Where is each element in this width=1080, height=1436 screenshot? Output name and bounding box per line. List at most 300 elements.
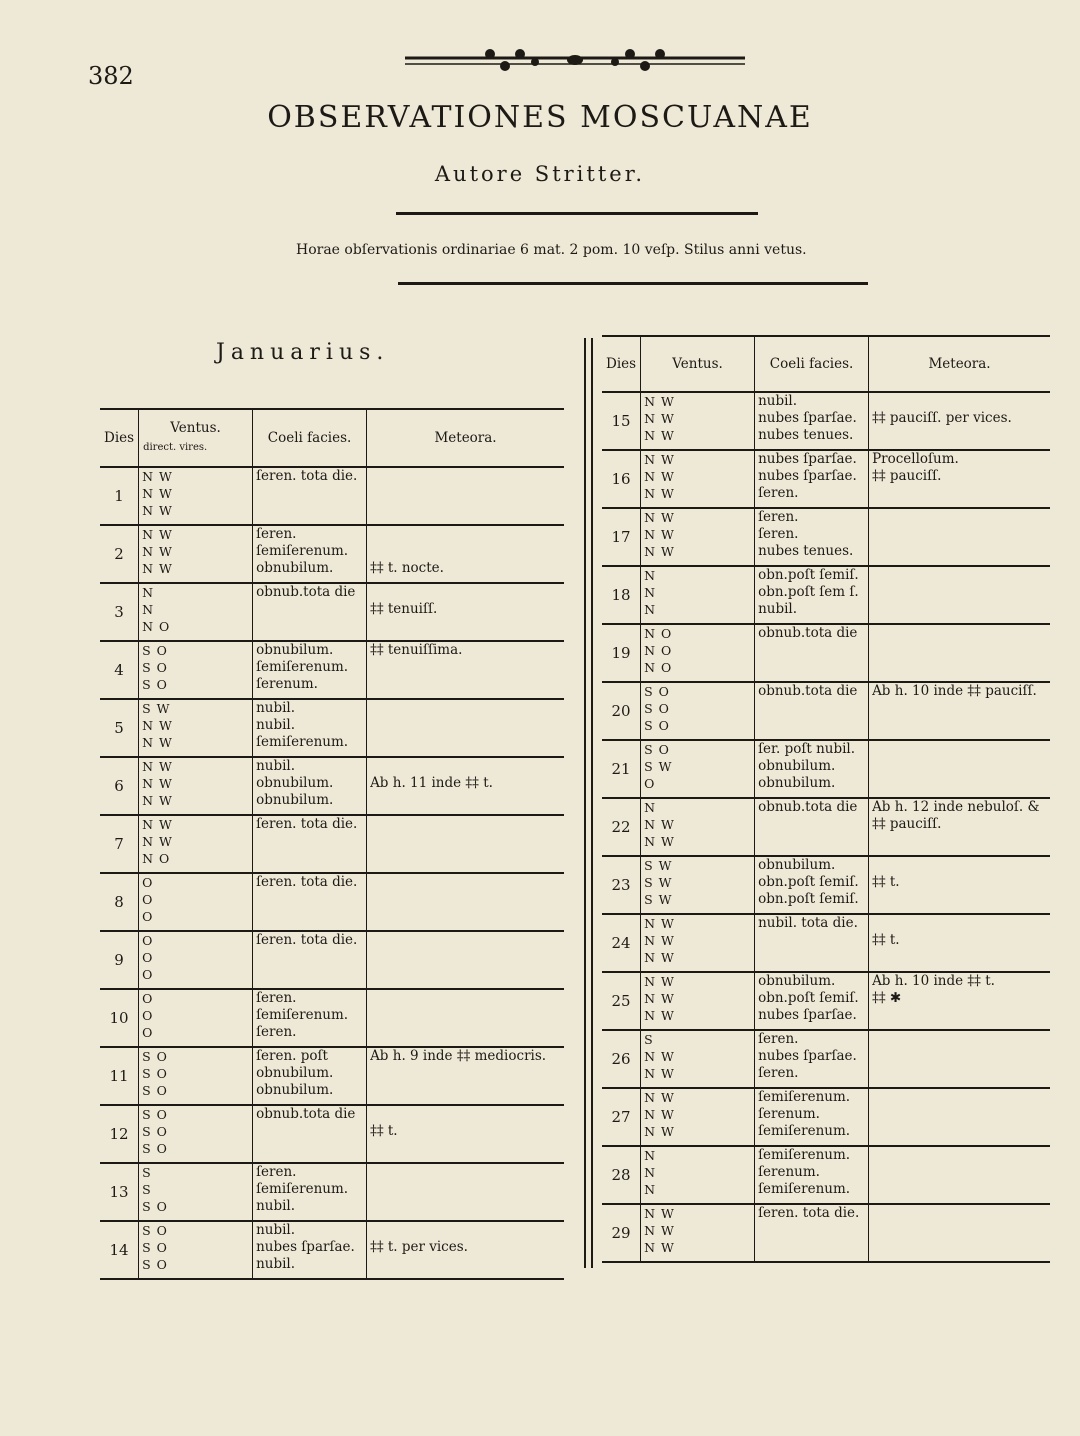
meteor-entry [370,1222,561,1239]
day-number: 21 [602,740,641,798]
sky-cell [755,1204,869,1262]
meteora-cell [367,931,564,989]
wind-entry: S O [142,1199,168,1214]
meteor-entry [370,700,561,717]
sky-entry: obnubilum. [256,560,334,576]
sky-entry: ſemiſerenum. [256,1007,349,1023]
table-row [602,624,1050,682]
sky-cell [755,914,869,972]
sky-entry: obn.poſt ſemiſ. [758,891,859,907]
meteor-entry [872,393,1047,410]
wind-entry: N W [644,834,675,849]
wind-entry: S O [142,1083,168,1098]
header-ventus [139,409,253,467]
wind-entry: S O [644,701,670,716]
meteor-entry [872,625,1047,642]
wind-entry: N [644,602,656,617]
meteora-cell [367,1221,564,1279]
sky-cell [755,392,869,450]
wind-entry: N [644,1182,656,1197]
page-title: OBSERVATIONES MOSCUANAE [267,100,813,135]
table-row [602,972,1050,1030]
sky-cell [755,508,869,566]
sky-entry: nubil. [256,1222,296,1238]
wind-entry: N W [644,1066,675,1081]
day-number: 26 [602,1030,641,1088]
rule [396,212,758,215]
table-row [100,1221,564,1279]
meteor-entry: ‡‡ t. [872,932,900,948]
wind-entry: N W [644,1008,675,1023]
wind-entry: N W [644,817,675,832]
meteor-entry [872,1205,1047,1222]
meteora-cell [367,583,564,641]
sky-cell [253,815,367,873]
day-number: 5 [100,699,139,757]
wind-entry: O [142,967,154,982]
author-line: Autore Stritter. [434,162,646,186]
wind-entry: N W [142,527,173,542]
day-number: 11 [100,1047,139,1105]
meteor-entry: Ab h. 12 inde nebuloſ. & [872,799,1040,815]
meteor-entry [370,526,561,543]
wind-entry: S O [142,1240,168,1255]
meteor-entry: ‡‡ t. noctе. [370,560,444,576]
meteora-cell [869,856,1050,914]
wind-cell [641,624,755,682]
meteor-entry [872,857,1047,874]
wind-entry: N W [644,452,675,467]
table-row [100,873,564,931]
sky-entry: ſerenum. [256,676,318,692]
wind-entry: N W [644,916,675,931]
wind-cell [641,856,755,914]
sky-cell [253,989,367,1047]
wind-cell [641,914,755,972]
table-row [602,740,1050,798]
meteor-entry: ‡‡ tenuiſſima. [370,642,463,658]
meteor-entry: Procelloſum. [872,451,959,467]
wind-entry: N O [644,660,673,675]
sky-entry: ſerenum. [758,1164,820,1180]
sky-cell [755,1146,869,1204]
header-ventus: Ventus. [641,336,755,392]
wind-entry: S O [644,718,670,733]
day-number: 8 [100,873,139,931]
rule [398,282,868,285]
sky-entry: ſeren. tota die. [256,468,358,484]
day-number: 1 [100,467,139,525]
wind-entry: N W [142,735,173,750]
sky-entry: ſeren. poſt [256,1048,328,1064]
day-number: 22 [602,798,641,856]
meteor-entry: ‡‡ pauciſſ. per vices. [872,410,1012,426]
meteora-cell [869,914,1050,972]
wind-cell [641,450,755,508]
sky-entry: obn.poſt ſem ſ. [758,584,859,600]
table-row [602,914,1050,972]
meteor-entry [370,1106,561,1123]
observations-table-left [100,408,564,1280]
wind-entry: N W [644,933,675,948]
sky-entry: obnubilum. [758,973,836,989]
wind-entry: S W [142,701,171,716]
sky-cell [253,467,367,525]
sky-entry: obnubilum. [256,1065,334,1081]
wind-entry: N W [644,950,675,965]
table-row [602,1088,1050,1146]
sky-entry: ſerenum. [758,1106,820,1122]
day-number: 29 [602,1204,641,1262]
wind-cell [641,1030,755,1088]
wind-entry: S O [142,643,168,658]
sky-entry: nubes ſparſae. [758,1048,857,1064]
meteor-entry [370,758,561,775]
header-coeli: Coeli facies. [253,409,367,467]
wind-entry: N W [644,411,675,426]
table-row [602,682,1050,740]
sky-entry: nubes tenues. [758,427,854,443]
wind-entry: N W [142,544,173,559]
meteor-entry: ‡‡ pauciſſ. [872,816,942,832]
ornament-icon [400,40,750,80]
sky-entry: ſemiſerenum. [758,1123,851,1139]
sky-cell [755,682,869,740]
meteor-entry [872,1147,1047,1164]
day-number: 18 [602,566,641,624]
sky-cell [253,641,367,699]
sky-entry: obnubilum. [758,775,836,791]
table-row [602,1146,1050,1204]
day-number: 17 [602,508,641,566]
wind-entry: S [142,1182,152,1197]
sky-entry: ſeren. tota die. [256,816,358,832]
meteora-cell [367,1163,564,1221]
meteor-entry [872,915,1047,932]
wind-cell [139,467,253,525]
month-heading: Januarius. [216,340,390,365]
day-number: 6 [100,757,139,815]
wind-entry: S O [142,1107,168,1122]
wind-entry: N W [644,1107,675,1122]
meteor-entry [872,509,1047,526]
wind-entry: N W [142,776,173,791]
sky-entry: ſemiſerenum. [256,1181,349,1197]
wind-cell [139,1105,253,1163]
sky-entry: nubil. [256,700,296,716]
sky-entry: ſemiſerenum. [256,659,349,675]
wind-cell [139,873,253,931]
wind-entry: S W [644,858,673,873]
sky-entry: ſemiſerenum. [758,1147,851,1163]
meteor-entry: Ab h. 9 inde ‡‡ mediocris. [370,1048,547,1064]
sky-entry: obnubilum. [256,792,334,808]
sky-entry: nubil. tota die. [758,915,858,931]
table-row [602,508,1050,566]
sky-entry: ſeren. tota die. [256,874,358,890]
sky-cell [755,856,869,914]
day-number: 12 [100,1105,139,1163]
wind-entry: O [142,950,154,965]
wind-entry: O [142,991,154,1006]
meteora-cell [367,1105,564,1163]
table-row [602,450,1050,508]
wind-cell [641,1088,755,1146]
wind-entry: S W [644,892,673,907]
wind-entry: N W [644,1124,675,1139]
meteor-entry [370,932,561,949]
wind-entry: S O [142,1223,168,1238]
wind-entry: S O [644,742,670,757]
wind-entry: N W [644,1206,675,1221]
wind-cell [139,757,253,815]
sky-cell [253,1221,367,1279]
meteor-entry [872,1089,1047,1106]
table-row [100,467,564,525]
sky-cell [253,873,367,931]
page-number: 382 [88,62,134,90]
wind-entry: N W [142,834,173,849]
wind-entry: N W [142,469,173,484]
sky-entry: obn.poſt ſemiſ. [758,990,859,1006]
sky-entry: obnub.tota die [256,584,356,600]
day-number: 24 [602,914,641,972]
day-number: 3 [100,583,139,641]
sky-entry: nubes ſparſae. [758,451,857,467]
meteora-cell [869,1146,1050,1204]
sky-entry: ſeren. [256,1164,297,1180]
table-row [100,1047,564,1105]
meteora-cell [869,740,1050,798]
sky-entry: nubil. [256,758,296,774]
wind-cell [641,1204,755,1262]
wind-cell [641,798,755,856]
column-divider [591,338,593,1268]
meteor-entry [370,584,561,601]
sky-entry: obnub.tota die [758,799,858,815]
day-number: 10 [100,989,139,1047]
sky-entry: obnubilum. [758,758,836,774]
header-ventus-label: Ventus. [170,420,221,436]
meteor-entry [872,741,1047,758]
wind-entry: N [644,1165,656,1180]
sky-cell [755,798,869,856]
wind-entry: N [644,800,656,815]
wind-entry: O [644,776,656,791]
wind-entry: N W [644,1240,675,1255]
wind-entry: N O [142,619,171,634]
wind-cell [641,392,755,450]
table-row [100,699,564,757]
meteora-cell [869,392,1050,450]
wind-entry: N O [644,643,673,658]
wind-entry: N W [142,503,173,518]
sky-entry: obnubilum. [256,1082,334,1098]
table-row [602,856,1050,914]
wind-cell [641,740,755,798]
wind-cell [139,699,253,757]
wind-entry: O [142,933,154,948]
wind-entry: N W [644,428,675,443]
meteor-entry: ‡‡ t. [370,1123,398,1139]
sky-entry: nubes ſparſae. [256,1239,355,1255]
sky-cell [253,1047,367,1105]
table-row [100,757,564,815]
sky-entry: ſemiſerenum. [758,1181,851,1197]
meteor-entry: ‡‡ t. per vices. [370,1239,468,1255]
wind-cell [641,566,755,624]
observation-hours-note: Horae obſervationis ordinariae 6 mat. 2 pom. 10 veſp. Stilus anni vetus. [296,242,807,258]
meteora-cell [869,624,1050,682]
table-row [100,583,564,641]
sky-cell [253,525,367,583]
sky-entry: nubes ſparſae. [758,468,857,484]
sky-entry: ſemiſerenum. [758,1089,851,1105]
sky-entry: ſemiſerenum. [256,734,349,750]
table-row [602,1204,1050,1262]
header-dies: Dies [100,409,139,467]
observations-table-right [602,335,1050,1263]
day-number: 27 [602,1088,641,1146]
wind-entry: N [644,568,656,583]
meteor-entry [370,543,561,560]
table-row [100,931,564,989]
meteor-entry [370,990,561,1007]
wind-cell [641,508,755,566]
sky-entry: nubes tenues. [758,543,854,559]
wind-entry: S [142,1165,152,1180]
wind-entry: N [644,1148,656,1163]
meteora-cell [367,1047,564,1105]
sky-entry: obnub.tota die [256,1106,356,1122]
meteora-cell [869,798,1050,856]
sky-cell [755,566,869,624]
sky-cell [253,583,367,641]
sky-cell [253,1105,367,1163]
wind-entry: N W [644,527,675,542]
header-ventus-sub: direct. vires. [143,442,208,453]
wind-entry: N W [644,394,675,409]
meteora-cell [367,873,564,931]
wind-entry: S O [142,1141,168,1156]
wind-entry: O [142,892,154,907]
wind-entry: N [142,602,154,617]
wind-entry: S O [142,1066,168,1081]
meteora-cell [869,566,1050,624]
sky-entry: ſeren. tota die. [758,1205,860,1221]
sky-cell [755,1030,869,1088]
sky-entry: nubes ſparſae. [758,410,857,426]
wind-entry: O [142,909,154,924]
sky-cell [755,1088,869,1146]
header-dies: Dies [602,336,641,392]
sky-entry: nubil. [256,1256,296,1272]
header-meteora: Meteora. [928,355,991,372]
meteor-entry: Ab h. 10 inde ‡‡ t. [872,973,995,989]
table-row [602,798,1050,856]
wind-cell [139,815,253,873]
wind-entry: O [142,1025,154,1040]
meteor-entry: Ab h. 11 inde ‡‡ t. [370,775,493,791]
wind-entry: N [142,585,154,600]
meteor-entry [872,567,1047,584]
wind-entry: N W [142,793,173,808]
day-number: 13 [100,1163,139,1221]
day-number: 15 [602,392,641,450]
sky-cell [755,450,869,508]
wind-entry: N W [644,1090,675,1105]
wind-entry: N O [644,626,673,641]
day-number: 4 [100,641,139,699]
wind-entry: O [142,1008,154,1023]
header-meteora: Meteora. [434,429,497,446]
sky-entry: obnubilum. [256,642,334,658]
meteora-cell [869,450,1050,508]
sky-entry: ſeren. [256,990,297,1006]
meteor-entry: ‡‡ t. [872,874,900,890]
day-number: 2 [100,525,139,583]
wind-cell [139,1163,253,1221]
wind-entry: N W [644,974,675,989]
sky-entry: ſeren. [256,526,297,542]
sky-entry: ſeren. [256,1024,297,1040]
meteor-entry [370,816,561,833]
header-coeli: Coeli facies. [755,336,869,392]
meteor-entry: ‡‡ tenuiſſ. [370,601,438,617]
wind-cell [139,1221,253,1279]
meteora-cell [869,682,1050,740]
day-number: 9 [100,931,139,989]
sky-entry: ſeren. [758,526,799,542]
meteora-cell [869,1030,1050,1088]
meteora-cell [367,525,564,583]
table-row [100,815,564,873]
sky-entry: ſemiſerenum. [256,543,349,559]
sky-cell [755,624,869,682]
meteor-entry [370,1164,561,1181]
wind-entry: S O [142,660,168,675]
meteora-cell [869,972,1050,1030]
wind-entry: S O [142,1049,168,1064]
table-row [100,1163,564,1221]
wind-entry: N W [644,469,675,484]
meteor-entry: ‡‡ ✱ [872,990,902,1006]
wind-cell [139,931,253,989]
table-row [100,1105,564,1163]
wind-entry: S O [142,677,168,692]
column-divider [584,338,586,1268]
meteora-cell [367,815,564,873]
day-number: 25 [602,972,641,1030]
meteora-cell [367,641,564,699]
wind-cell [641,682,755,740]
wind-cell [139,989,253,1047]
day-number: 7 [100,815,139,873]
wind-cell [641,972,755,1030]
sky-cell [755,972,869,1030]
sky-entry: nubil. [758,601,798,617]
wind-entry: N [644,585,656,600]
sky-entry: ſeren. [758,509,799,525]
meteor-entry [370,468,561,485]
sky-entry: nubes ſparſae. [758,1007,857,1023]
wind-entry: O [142,875,154,890]
meteor-entry [872,1031,1047,1048]
meteora-cell [367,699,564,757]
wind-entry: N W [142,759,173,774]
wind-entry: N W [644,486,675,501]
sky-entry: nubil. [256,1198,296,1214]
